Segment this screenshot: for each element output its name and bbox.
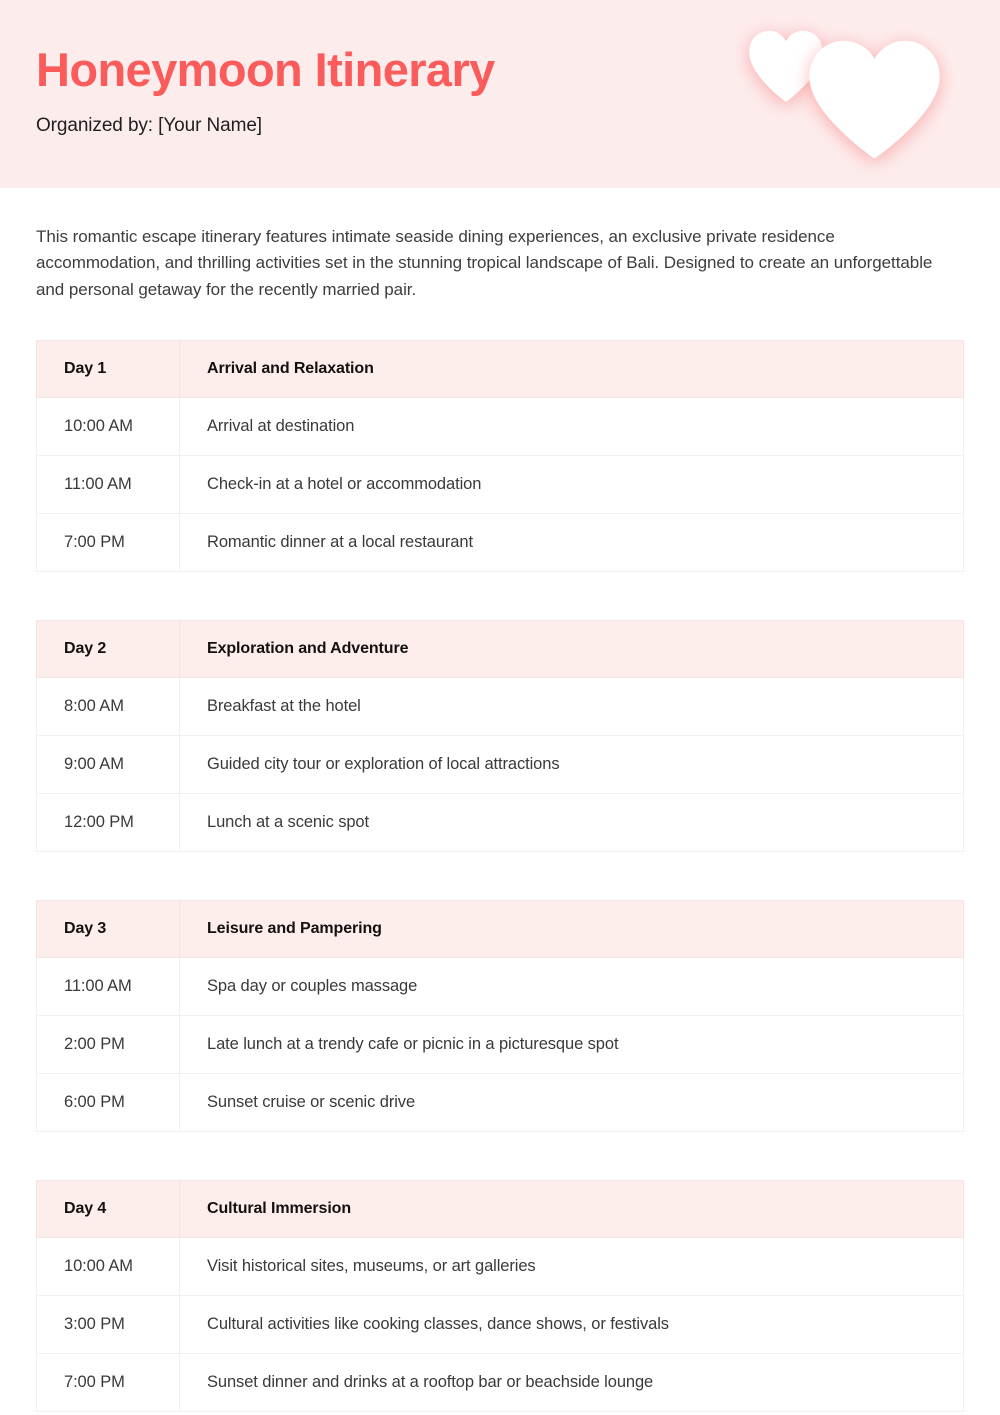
row-activity: Breakfast at the hotel xyxy=(180,678,964,736)
day-label: Day 1 xyxy=(37,341,180,398)
document-body xyxy=(0,224,1000,1412)
table-row xyxy=(37,678,964,736)
day-table-4 xyxy=(36,1180,964,1412)
heart-small-icon xyxy=(746,26,826,106)
day-theme: Arrival and Relaxation xyxy=(180,341,964,398)
day-table-1 xyxy=(36,340,964,572)
row-activity: Sunset cruise or scenic drive xyxy=(180,1074,964,1132)
day-label: Day 4 xyxy=(37,1181,180,1238)
intro-paragraph: This romantic escape itinerary features intimate seaside dining experiences, an exclusive private residence accommodation, and thrilling activities set in the stunning tropical landscape of Bali. Designed to create an unforgettable and personal getaway for the recently married pair. xyxy=(36,227,933,299)
row-time: 9:00 AM xyxy=(37,736,180,794)
row-activity: Late lunch at a trendy cafe or picnic in a picturesque spot xyxy=(180,1016,964,1074)
row-time: 12:00 PM xyxy=(37,794,180,852)
row-activity: Guided city tour or exploration of local attractions xyxy=(180,736,964,794)
row-time: 11:00 AM xyxy=(37,456,180,514)
row-time: 7:00 PM xyxy=(37,514,180,572)
row-time: 3:00 PM xyxy=(37,1296,180,1354)
row-time: 10:00 AM xyxy=(37,398,180,456)
table-row xyxy=(37,1016,964,1074)
table-row xyxy=(37,398,964,456)
day-label: Day 2 xyxy=(37,621,180,678)
table-row xyxy=(37,1296,964,1354)
day-theme: Leisure and Pampering xyxy=(180,901,964,958)
heart-large-icon xyxy=(804,38,945,160)
day-table-2 xyxy=(36,620,964,852)
row-activity: Cultural activities like cooking classes, dance shows, or festivals xyxy=(180,1296,964,1354)
row-activity: Lunch at a scenic spot xyxy=(180,794,964,852)
row-activity: Spa day or couples massage xyxy=(180,958,964,1016)
row-activity: Sunset dinner and drinks at a rooftop bar or beachside lounge xyxy=(180,1354,964,1412)
table-row xyxy=(37,1074,964,1132)
table-row xyxy=(37,736,964,794)
table-row xyxy=(37,1238,964,1296)
day-label: Day 3 xyxy=(37,901,180,958)
row-time: 7:00 PM xyxy=(37,1354,180,1412)
row-activity: Arrival at destination xyxy=(180,398,964,456)
row-activity: Visit historical sites, museums, or art galleries xyxy=(180,1238,964,1296)
heart-decoration-group xyxy=(740,0,1000,188)
row-time: 8:00 AM xyxy=(37,678,180,736)
table-row xyxy=(37,1354,964,1412)
row-time: 10:00 AM xyxy=(37,1238,180,1296)
document-header xyxy=(0,0,1000,188)
page-title: Honeymoon Itinerary xyxy=(36,43,495,96)
row-activity: Check-in at a hotel or accommodation xyxy=(180,456,964,514)
row-activity: Romantic dinner at a local restaurant xyxy=(180,514,964,572)
day-table-3 xyxy=(36,900,964,1132)
day-theme: Cultural Immersion xyxy=(180,1181,964,1238)
table-row xyxy=(37,456,964,514)
day-theme: Exploration and Adventure xyxy=(180,621,964,678)
day-table-header-row xyxy=(37,1181,964,1238)
row-time: 11:00 AM xyxy=(37,958,180,1016)
table-row xyxy=(37,514,964,572)
header-text-block xyxy=(36,44,495,137)
day-table-header-row xyxy=(37,621,964,678)
day-table-header-row xyxy=(37,901,964,958)
row-time: 6:00 PM xyxy=(37,1074,180,1132)
organizer-subtitle: Organized by: [Your Name] xyxy=(36,114,262,136)
table-row xyxy=(37,794,964,852)
row-time: 2:00 PM xyxy=(37,1016,180,1074)
day-table-header-row xyxy=(37,341,964,398)
table-row xyxy=(37,958,964,1016)
